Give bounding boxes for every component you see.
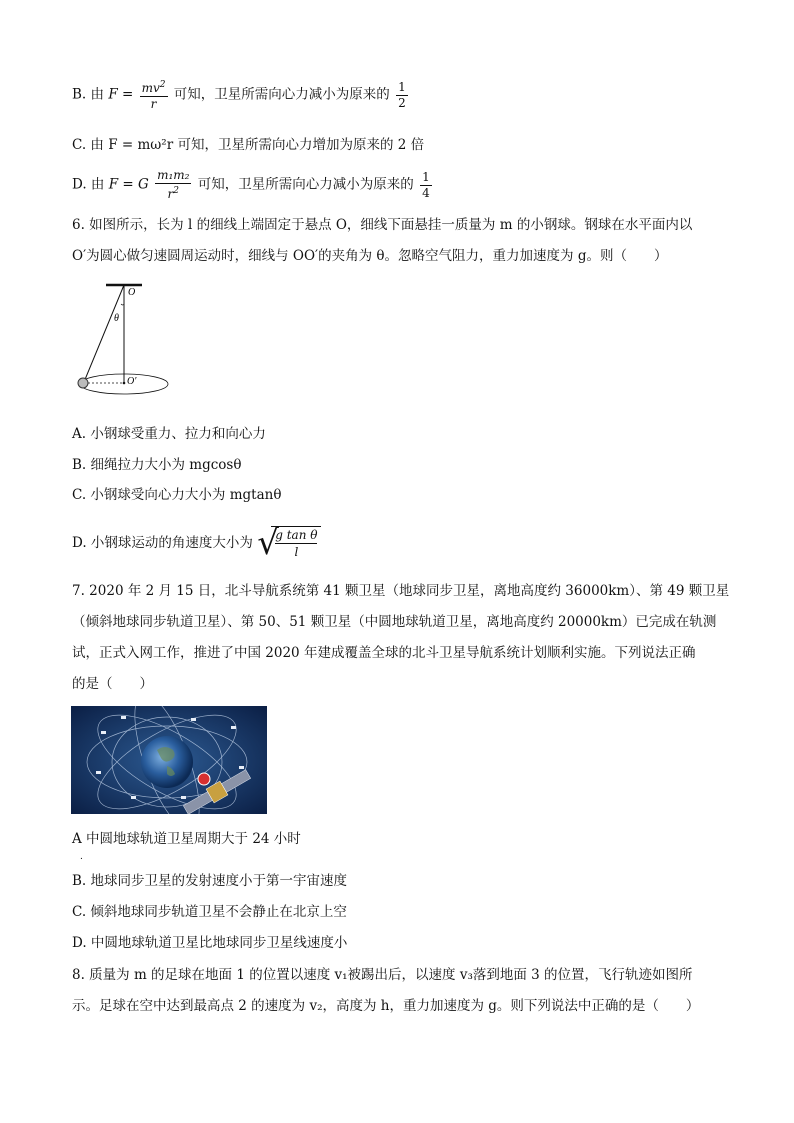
q6-option-c: C. 小钢球受向心力大小为 mgtanθ	[72, 487, 282, 503]
q5-d-den-r: r	[167, 187, 174, 201]
q5-b-lhs: F =	[108, 86, 134, 103]
satellite-dish	[198, 773, 210, 785]
q6-stem-line-1: 6. 如图所示，长为 l 的细线上端固定于悬点 O，细线下面悬挂一质量为 m 的小钢球。钢球在水平面内以	[72, 217, 693, 233]
q5-b-ratio-den: 2	[398, 95, 406, 110]
q6-d-sqrt-expression	[257, 523, 321, 563]
q7-stem-line-3: 试，正式入网工作，推进了中国 2020 年建成覆盖全球的北斗卫星导航系统计划顺利实施。下列说法正确	[72, 645, 696, 661]
q5-c-text: C. 由 F = mω²r 可知，卫星所需向心力增加为原来的 2 倍	[72, 137, 425, 153]
q5-d-lhs: F = G	[108, 176, 149, 193]
q5-b-prefix: B. 由	[72, 86, 105, 103]
q7-option-c: C. 倾斜地球同步轨道卫星不会静止在北京上空	[72, 904, 347, 920]
q5-b-exponent: 2	[159, 80, 166, 90]
beidou-satellite-image	[71, 706, 267, 814]
q5-d-prefix: D. 由	[72, 176, 105, 193]
q7-option-d: D. 中圆地球轨道卫星比地球同步卫星线速度小	[72, 935, 348, 951]
label-O: O	[128, 287, 136, 298]
q6-d-prefix: D. 小钢球运动的角速度大小为	[72, 535, 253, 551]
q5-option-c	[72, 136, 424, 154]
pendulum-figure	[74, 282, 184, 402]
string-line	[84, 285, 124, 382]
q7-option-a-dot: .	[80, 852, 83, 862]
q7-stem-line-4: 的是（ ）	[72, 676, 153, 692]
q6-d-denominator: l	[294, 545, 299, 559]
q5-d-formula-fraction	[155, 168, 191, 202]
q6-option-b: B. 细绳拉力大小为 mgcosθ	[72, 457, 242, 473]
radical-sign: √	[257, 523, 279, 563]
q5-option-d	[72, 168, 434, 202]
q5-b-denominator: r	[150, 97, 157, 111]
q5-d-ratio-num: 1	[422, 169, 430, 184]
q5-b-suffix: 可知，卫星所需向心力减小为原来的	[173, 86, 390, 103]
q7-stem-line-1: 7. 2020 年 2 月 15 日，北斗导航系统第 41 颗卫星（地球同步卫星，离地高度约 36000km）、第 49 颗卫星	[72, 583, 730, 599]
q5-option-b	[72, 78, 410, 112]
q7-option-a: A 中圆地球轨道卫星周期大于 24 小时	[72, 831, 301, 847]
steel-ball	[78, 378, 88, 388]
q6-stem-line-2: O′为圆心做匀速圆周运动时，细线与 OO′的夹角为 θ。忽略空气阻力，重力加速度为 g。则（ ）	[72, 248, 668, 264]
q5-d-numerator: m₁m₂	[157, 168, 190, 182]
q8-stem-line-2: 示。足球在空中达到最高点 2 的速度为 v₂，高度为 h，重力加速度为 g。则下列说法中正确的是（ ）	[72, 998, 700, 1014]
angle-arc	[121, 304, 124, 305]
q6-option-d	[72, 523, 321, 563]
q5-b-ratio-num: 1	[398, 79, 406, 94]
q5-d-suffix: 可知，卫星所需向心力减小为原来的	[197, 176, 414, 193]
q5-d-ratio	[420, 170, 432, 201]
center-point	[123, 382, 126, 385]
q7-option-b: B. 地球同步卫星的发射速度小于第一宇宙速度	[72, 873, 348, 889]
label-theta: θ	[114, 313, 119, 324]
q5-d-ratio-den: 4	[422, 185, 430, 200]
q6-d-numerator: g tan θ	[275, 528, 318, 542]
q5-d-den-exp: 2	[173, 186, 180, 196]
earth-globe	[141, 736, 193, 788]
q5-b-formula-fraction	[140, 78, 168, 112]
label-O-prime: O′	[127, 376, 137, 387]
q5-b-ratio	[396, 80, 408, 111]
q8-stem-line-1: 8. 质量为 m 的足球在地面 1 的位置以速度 v₁被踢出后，以速度 v₃落到地面 3 的位置，飞行轨迹如图所	[72, 967, 693, 983]
q5-b-numerator: mv	[141, 81, 160, 95]
q6-option-a: A. 小钢球受重力、拉力和向心力	[72, 426, 266, 442]
q7-stem-line-2: （倾斜地球同步轨道卫星）、第 50、51 颗卫星（中圆地球轨道卫星，离地高度约 20000km）已完成在轨测	[72, 614, 717, 630]
